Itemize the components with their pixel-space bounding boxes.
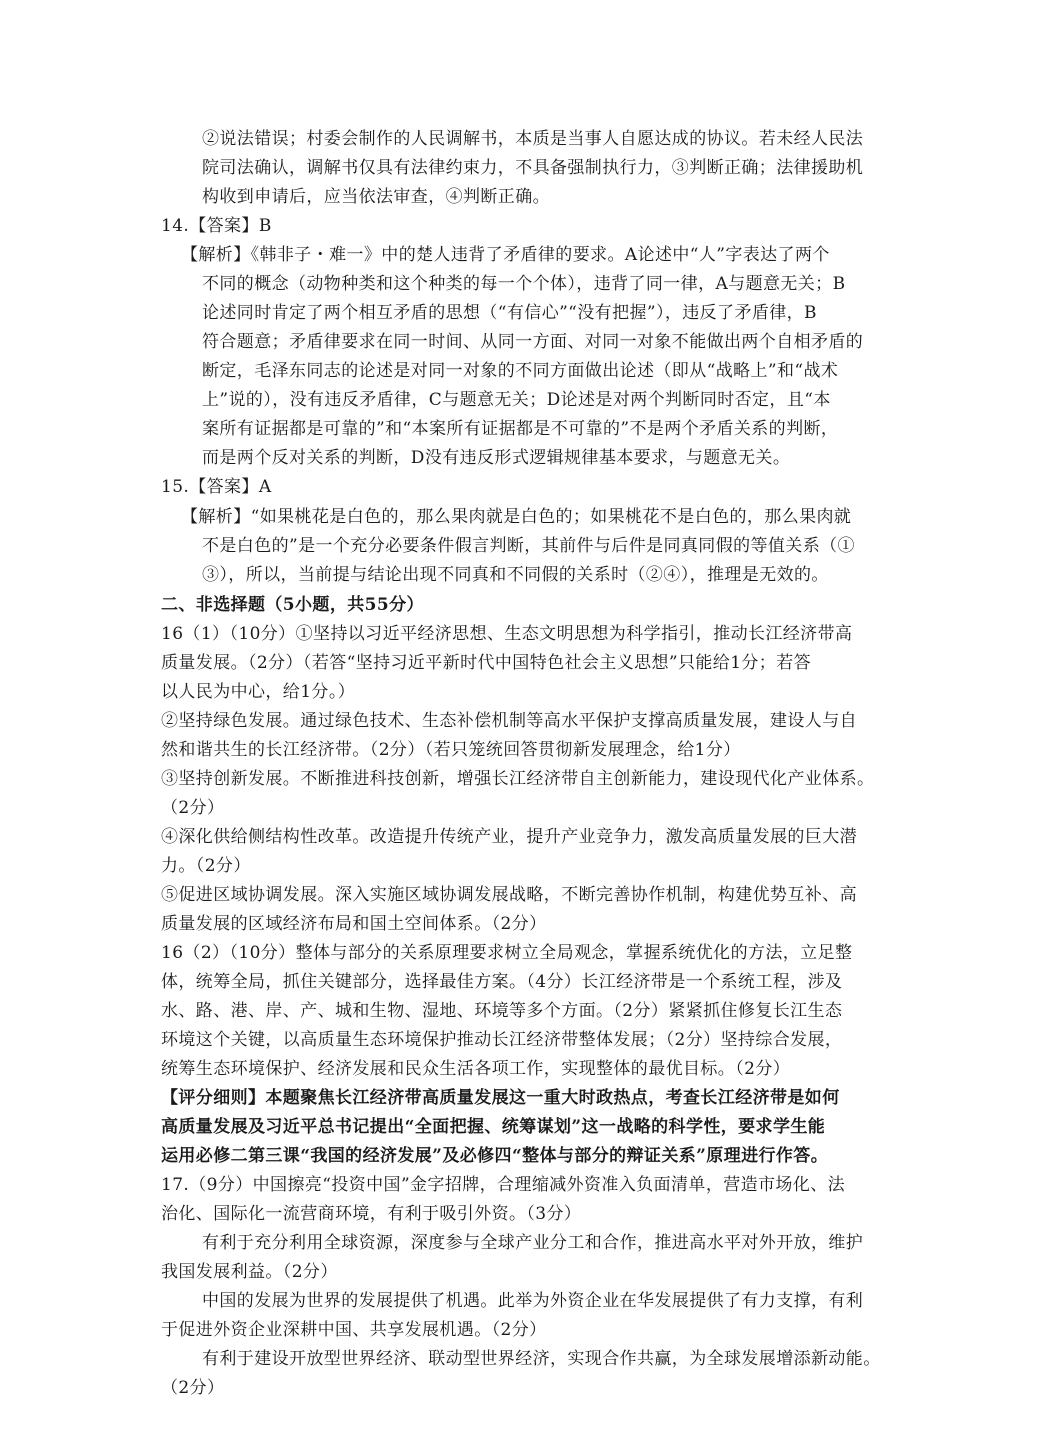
- text-line: 【解析】“如果桃花是白色的，那么果肉就是白色的；如果桃花不是白色的，那么果肉就: [181, 507, 852, 527]
- text-line: 我国发展利益。（2分）: [161, 1262, 338, 1282]
- text-line: 于促进外资企业深耕中国、共享发展机遇。（2分）: [161, 1320, 547, 1340]
- text-line: ⑤促进区域协调发展。深入实施区域协调发展战略，不断完善协作机制，构建优势互补、高: [161, 885, 857, 905]
- section-title: 二、非选择题（5小题，共55分）: [161, 595, 424, 615]
- text-line: ③坚持创新发展。不断推进科技创新，增强长江经济带自主创新能力，建设现代化产业体系。: [161, 769, 875, 789]
- text-line: 运用必修二第三课“我国的经济发展”及必修四“整体与部分的辩证关系”原理进行作答。: [161, 1146, 829, 1166]
- text-line: （2分）: [161, 1378, 225, 1398]
- text-line: 17.（9分）中国擦亮“投资中国”金字招牌，合理缩减外资准入负面清单，营造市场化、法: [161, 1175, 846, 1195]
- text-line: 以人民为中心，给1分。）: [161, 682, 356, 702]
- text-line: 断定，毛泽东同志的论述是对同一对象的不同方面做出论述（即从“战略上”和“战术: [202, 361, 839, 381]
- text-line: ③），所以，当前提与结论出现不同真和不同假的关系时（②④），推理是无效的。: [202, 565, 829, 585]
- text-line: （2分）: [161, 798, 225, 818]
- q14-answer: 14.【答案】B: [161, 216, 272, 236]
- text-line: 环境这个关键，以高质量生态环境保护推动长江经济带整体发展；（2分）坚持综合发展，: [161, 1030, 843, 1050]
- text-line: 治化、国际化一流营商环境，有利于吸引外资。（3分）: [161, 1204, 582, 1224]
- text-line: 有利于建设开放型世界经济、联动型世界经济，实现合作共赢，为全球发展增添新动能。: [202, 1349, 881, 1369]
- text-line: 不同的概念（动物种类和这个种类的每一个个体），违背了同一律，A与题意无关；B: [202, 274, 846, 294]
- text-line: 16（1）（10分）①坚持以习近平经济思想、生态文明思想为科学指引，推动长江经济带高: [161, 624, 853, 644]
- text-line: 不是白色的”是一个充分必要条件假言判断，其前件与后件是同真同假的等值关系（①: [202, 536, 855, 556]
- text-line: 体，统筹全局，抓住关键部分，选择最佳方案。（4分）长江经济带是一个系统工程，涉及: [161, 972, 843, 992]
- text-line: 而是两个反对关系的判断，D没有违反形式逻辑规律基本要求，与题意无关。: [202, 448, 791, 468]
- text-line: 构收到申请后，应当依法审查，④判断正确。: [202, 187, 550, 207]
- text-line: 水、路、港、岸、产、城和生物、湿地、环境等多个方面。（2分）紧紧抓住修复长江生态: [161, 1001, 843, 1021]
- text-line: 质量发展的区域经济布局和国土空间体系。（2分）: [161, 914, 547, 934]
- text-line: 院司法确认，调解书仅具有法律约束力，不具备强制执行力，③判断正确；法律援助机: [202, 158, 864, 178]
- text-line: 质量发展。（2分）（若答“坚持习近平新时代中国特色社会主义思想”只能给1分；若答: [161, 653, 812, 673]
- text-line: 符合题意；矛盾律要求在同一时间、从同一方面、对同一对象不能做出两个自相矛盾的: [202, 332, 864, 352]
- text-line: 中国的发展为世界的发展提供了机遇。此举为外资企业在华发展提供了有力支撑，有利: [202, 1291, 864, 1311]
- text-line: 力。（2分）: [161, 856, 251, 876]
- text-line: ④深化供给侧结构性改革。改造提升传统产业，提升产业竞争力，激发高质量发展的巨大潜: [161, 827, 857, 847]
- q15-answer: 15.【答案】A: [161, 477, 272, 497]
- text-line: 高质量发展及习近平总书记提出“全面把握、统筹谋划”这一战略的科学性，要求学生能: [161, 1117, 826, 1137]
- text-line: 上”说的），没有违反矛盾律，C与题意无关；D论述是对两个判断同时否定，且“本: [202, 390, 831, 410]
- text-line: ②坚持绿色发展。通过绿色技术、生态补偿机制等高水平保护支撑高质量发展，建设人与自: [161, 711, 857, 731]
- text-line: 论述同时肯定了两个相互矛盾的思想（“有信心”“没有把握”），违反了矛盾律，B: [202, 303, 817, 323]
- text-line: 然和谐共生的长江经济带。（2分）（若只笼统回答贯彻新发展理念，给1分）: [161, 740, 741, 760]
- text-line: 案所有证据都是可靠的”和“本案所有证据都是不可靠的”不是两个矛盾关系的判断，: [202, 419, 839, 439]
- text-line: 统筹生态环境保护、经济发展和民众生活各项工作，实现整体的最优目标。（2分）: [161, 1059, 791, 1079]
- text-line: 【解析】《韩非子・难一》中的楚人违背了矛盾律的要求。A论述中“人”字表达了两个: [181, 245, 830, 265]
- text-line: 16（2）（10分）整体与部分的关系原理要求树立全局观念，掌握系统优化的方法，立足整: [161, 943, 853, 963]
- text-line: 【评分细则】本题聚焦长江经济带高质量发展这一重大时政热点，考查长江经济带是如何: [161, 1088, 840, 1108]
- text-line: ②说法错误；村委会制作的人民调解书，本质是当事人自愿达成的协议。若未经人民法: [202, 129, 864, 149]
- text-line: 有利于充分利用全球资源，深度参与全球产业分工和合作，推进高水平对外开放，维护: [202, 1233, 864, 1253]
